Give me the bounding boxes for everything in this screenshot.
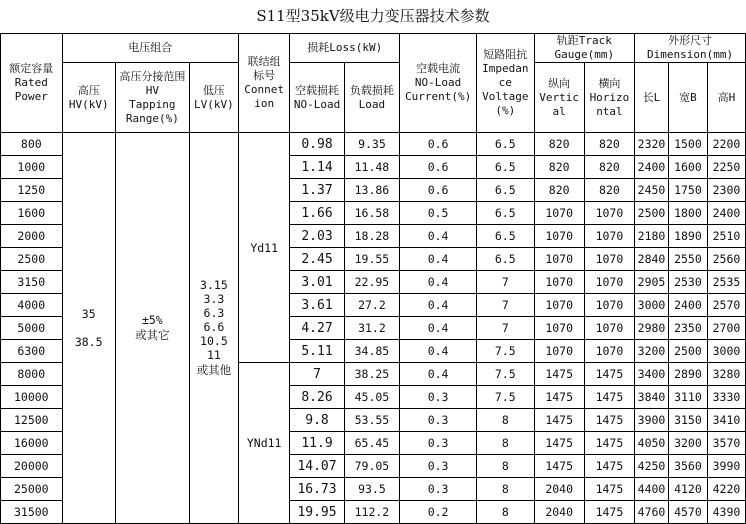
header-impedance: 短路阻抗 Impedan ce Voltage (%) bbox=[477, 34, 534, 133]
cell-length: 4050 bbox=[635, 432, 669, 455]
cell-width: 1750 bbox=[668, 179, 707, 202]
cell-gauge-vertical: 1070 bbox=[534, 271, 584, 294]
cell-rated-power: 12500 bbox=[1, 409, 63, 432]
cell-no-load-current: 0.3 bbox=[400, 455, 477, 478]
cell-gauge-vertical: 820 bbox=[534, 156, 584, 179]
cell-height: 2535 bbox=[707, 271, 745, 294]
cell-gauge-horizontal: 1475 bbox=[584, 363, 634, 386]
cell-impedance: 8 bbox=[477, 501, 534, 524]
cell-length: 2500 bbox=[635, 202, 669, 225]
cell-gauge-horizontal: 1070 bbox=[584, 202, 634, 225]
cell-no-load-loss: 3.61 bbox=[290, 294, 344, 317]
cell-height: 3570 bbox=[707, 432, 745, 455]
cell-length: 2400 bbox=[635, 156, 669, 179]
header-length: 长L bbox=[635, 63, 669, 133]
cell-no-load-loss: 2.45 bbox=[290, 248, 344, 271]
cell-load-loss: 18.28 bbox=[344, 225, 399, 248]
cell-rated-power: 25000 bbox=[1, 478, 63, 501]
cell-gauge-vertical: 820 bbox=[534, 179, 584, 202]
cell-no-load-current: 0.4 bbox=[400, 294, 477, 317]
cell-gauge-horizontal: 820 bbox=[584, 179, 634, 202]
cell-no-load-loss: 19.95 bbox=[290, 501, 344, 524]
cell-load-loss: 9.35 bbox=[344, 133, 399, 156]
header-hv: 高压 HV(kV) bbox=[62, 63, 115, 133]
cell-height: 2570 bbox=[707, 294, 745, 317]
cell-hv-values: 35 38.5 bbox=[62, 133, 115, 524]
cell-lv-values: 3.15 3.3 6.3 6.6 10.5 11 或其他 bbox=[189, 133, 238, 524]
cell-height: 3330 bbox=[707, 386, 745, 409]
cell-impedance: 6.5 bbox=[477, 248, 534, 271]
cell-impedance: 7.5 bbox=[477, 386, 534, 409]
cell-rated-power: 2000 bbox=[1, 225, 63, 248]
cell-width: 1500 bbox=[668, 133, 707, 156]
cell-width: 3110 bbox=[668, 386, 707, 409]
cell-rated-power: 6300 bbox=[1, 340, 63, 363]
cell-load-loss: 34.85 bbox=[344, 340, 399, 363]
cell-width: 4120 bbox=[668, 478, 707, 501]
header-height: 高H bbox=[707, 63, 745, 133]
cell-length: 2450 bbox=[635, 179, 669, 202]
cell-height: 2700 bbox=[707, 317, 745, 340]
cell-load-loss: 22.95 bbox=[344, 271, 399, 294]
cell-impedance: 7.5 bbox=[477, 363, 534, 386]
header-no-load-current: 空载电流 NO-Load Current(%) bbox=[400, 34, 477, 133]
table-title: S11型35kV级电力变压器技术参数 bbox=[256, 7, 490, 25]
cell-length: 3900 bbox=[635, 409, 669, 432]
cell-length: 2905 bbox=[635, 271, 669, 294]
cell-impedance: 6.5 bbox=[477, 156, 534, 179]
cell-gauge-vertical: 1475 bbox=[534, 386, 584, 409]
cell-gauge-vertical: 1475 bbox=[534, 432, 584, 455]
header-load-loss: 负载损耗 Load bbox=[344, 63, 399, 133]
header-dimension: 外形尺寸 Dimension(mm) bbox=[635, 34, 746, 63]
cell-gauge-horizontal: 1475 bbox=[584, 409, 634, 432]
cell-gauge-horizontal: 1070 bbox=[584, 271, 634, 294]
cell-load-loss: 53.55 bbox=[344, 409, 399, 432]
cell-gauge-vertical: 2040 bbox=[534, 501, 584, 524]
header-horizontal: 横向 Horizo ntal bbox=[584, 63, 634, 133]
cell-load-loss: 13.86 bbox=[344, 179, 399, 202]
cell-width: 1890 bbox=[668, 225, 707, 248]
cell-height: 2510 bbox=[707, 225, 745, 248]
cell-no-load-loss: 1.37 bbox=[290, 179, 344, 202]
cell-load-loss: 65.45 bbox=[344, 432, 399, 455]
cell-no-load-current: 0.3 bbox=[400, 386, 477, 409]
cell-no-load-loss: 7 bbox=[290, 363, 344, 386]
cell-gauge-horizontal: 1475 bbox=[584, 386, 634, 409]
cell-impedance: 8 bbox=[477, 478, 534, 501]
cell-impedance: 6.5 bbox=[477, 179, 534, 202]
cell-gauge-vertical: 1070 bbox=[534, 317, 584, 340]
cell-gauge-vertical: 1070 bbox=[534, 202, 584, 225]
cell-no-load-current: 0.2 bbox=[400, 501, 477, 524]
cell-rated-power: 20000 bbox=[1, 455, 63, 478]
header-gauge: 轨距Track Gauge(mm) bbox=[534, 34, 635, 63]
cell-no-load-current: 0.4 bbox=[400, 340, 477, 363]
cell-width: 4570 bbox=[668, 501, 707, 524]
header-lv: 低压 LV(kV) bbox=[189, 63, 238, 133]
cell-height: 3280 bbox=[707, 363, 745, 386]
cell-gauge-vertical: 2040 bbox=[534, 478, 584, 501]
cell-gauge-horizontal: 820 bbox=[584, 133, 634, 156]
cell-height: 2300 bbox=[707, 179, 745, 202]
cell-connection-yd11: Yd11 bbox=[239, 133, 290, 363]
header-width: 宽B bbox=[668, 63, 707, 133]
cell-width: 2350 bbox=[668, 317, 707, 340]
cell-rated-power: 800 bbox=[1, 133, 63, 156]
header-tapping: 高压分接范围HV Tapping Range(%) bbox=[115, 63, 189, 133]
cell-rated-power: 1000 bbox=[1, 156, 63, 179]
cell-no-load-current: 0.4 bbox=[400, 248, 477, 271]
cell-width: 2550 bbox=[668, 248, 707, 271]
cell-gauge-horizontal: 1070 bbox=[584, 248, 634, 271]
cell-height: 4220 bbox=[707, 478, 745, 501]
cell-no-load-current: 0.6 bbox=[400, 133, 477, 156]
cell-gauge-vertical: 1475 bbox=[534, 455, 584, 478]
cell-rated-power: 2500 bbox=[1, 248, 63, 271]
cell-width: 1800 bbox=[668, 202, 707, 225]
cell-no-load-loss: 1.14 bbox=[290, 156, 344, 179]
cell-load-loss: 16.58 bbox=[344, 202, 399, 225]
cell-no-load-loss: 3.01 bbox=[290, 271, 344, 294]
cell-no-load-loss: 1.66 bbox=[290, 202, 344, 225]
cell-load-loss: 19.55 bbox=[344, 248, 399, 271]
header-voltage-group: 电压组合 bbox=[62, 34, 238, 63]
cell-length: 3400 bbox=[635, 363, 669, 386]
cell-no-load-loss: 9.8 bbox=[290, 409, 344, 432]
cell-gauge-horizontal: 1475 bbox=[584, 432, 634, 455]
cell-rated-power: 8000 bbox=[1, 363, 63, 386]
cell-gauge-horizontal: 1475 bbox=[584, 478, 634, 501]
cell-load-loss: 45.05 bbox=[344, 386, 399, 409]
cell-height: 2400 bbox=[707, 202, 745, 225]
cell-gauge-horizontal: 1070 bbox=[584, 294, 634, 317]
cell-no-load-loss: 2.03 bbox=[290, 225, 344, 248]
cell-gauge-horizontal: 1070 bbox=[584, 225, 634, 248]
cell-width: 2500 bbox=[668, 340, 707, 363]
cell-gauge-horizontal: 1070 bbox=[584, 340, 634, 363]
cell-impedance: 6.5 bbox=[477, 225, 534, 248]
cell-load-loss: 79.05 bbox=[344, 455, 399, 478]
header-rated-power: 额定容量 Rated Power bbox=[1, 34, 63, 133]
cell-length: 2840 bbox=[635, 248, 669, 271]
cell-gauge-vertical: 1070 bbox=[534, 225, 584, 248]
cell-no-load-current: 0.3 bbox=[400, 478, 477, 501]
cell-no-load-current: 0.6 bbox=[400, 156, 477, 179]
cell-rated-power: 4000 bbox=[1, 294, 63, 317]
cell-connection-ynd11: YNd11 bbox=[239, 363, 290, 524]
cell-rated-power: 5000 bbox=[1, 317, 63, 340]
cell-width: 3150 bbox=[668, 409, 707, 432]
cell-length: 2980 bbox=[635, 317, 669, 340]
cell-length: 2180 bbox=[635, 225, 669, 248]
cell-no-load-current: 0.4 bbox=[400, 363, 477, 386]
cell-height: 2250 bbox=[707, 156, 745, 179]
cell-gauge-vertical: 1070 bbox=[534, 294, 584, 317]
cell-no-load-loss: 0.98 bbox=[290, 133, 344, 156]
cell-load-loss: 93.5 bbox=[344, 478, 399, 501]
cell-no-load-current: 0.4 bbox=[400, 271, 477, 294]
cell-gauge-horizontal: 820 bbox=[584, 156, 634, 179]
cell-length: 3840 bbox=[635, 386, 669, 409]
header-loss: 损耗Loss(kW) bbox=[290, 34, 400, 63]
header-no-load-loss: 空载损耗 NO-Load bbox=[290, 63, 344, 133]
cell-gauge-horizontal: 1070 bbox=[584, 317, 634, 340]
table-body bbox=[1, 133, 746, 524]
cell-no-load-current: 0.3 bbox=[400, 409, 477, 432]
cell-impedance: 7 bbox=[477, 294, 534, 317]
cell-length: 2320 bbox=[635, 133, 669, 156]
cell-no-load-current: 0.5 bbox=[400, 202, 477, 225]
cell-impedance: 8 bbox=[477, 432, 534, 455]
cell-no-load-loss: 4.27 bbox=[290, 317, 344, 340]
header-connection: 联结组 标号 Connet ion bbox=[239, 34, 290, 133]
cell-impedance: 8 bbox=[477, 409, 534, 432]
header-vertical: 纵向 Vertic al bbox=[534, 63, 584, 133]
cell-length: 4250 bbox=[635, 455, 669, 478]
cell-length: 4400 bbox=[635, 478, 669, 501]
cell-impedance: 7.5 bbox=[477, 340, 534, 363]
cell-rated-power: 3150 bbox=[1, 271, 63, 294]
table-row bbox=[1, 133, 746, 156]
cell-length: 4760 bbox=[635, 501, 669, 524]
cell-load-loss: 112.2 bbox=[344, 501, 399, 524]
cell-load-loss: 27.2 bbox=[344, 294, 399, 317]
cell-width: 1600 bbox=[668, 156, 707, 179]
cell-gauge-vertical: 1070 bbox=[534, 248, 584, 271]
cell-impedance: 6.5 bbox=[477, 202, 534, 225]
cell-rated-power: 16000 bbox=[1, 432, 63, 455]
cell-rated-power: 1250 bbox=[1, 179, 63, 202]
cell-gauge-vertical: 820 bbox=[534, 133, 584, 156]
cell-impedance: 7 bbox=[477, 271, 534, 294]
cell-no-load-loss: 14.07 bbox=[290, 455, 344, 478]
cell-no-load-current: 0.4 bbox=[400, 317, 477, 340]
cell-no-load-loss: 5.11 bbox=[290, 340, 344, 363]
cell-rated-power: 1600 bbox=[1, 202, 63, 225]
cell-width: 3200 bbox=[668, 432, 707, 455]
cell-no-load-current: 0.4 bbox=[400, 225, 477, 248]
cell-width: 2530 bbox=[668, 271, 707, 294]
cell-height: 3000 bbox=[707, 340, 745, 363]
cell-length: 3000 bbox=[635, 294, 669, 317]
cell-length: 3200 bbox=[635, 340, 669, 363]
cell-height: 2200 bbox=[707, 133, 745, 156]
cell-rated-power: 10000 bbox=[1, 386, 63, 409]
cell-width: 2400 bbox=[668, 294, 707, 317]
cell-rated-power: 31500 bbox=[1, 501, 63, 524]
cell-impedance: 6.5 bbox=[477, 133, 534, 156]
cell-no-load-current: 0.6 bbox=[400, 179, 477, 202]
cell-load-loss: 38.25 bbox=[344, 363, 399, 386]
cell-load-loss: 31.2 bbox=[344, 317, 399, 340]
cell-width: 2890 bbox=[668, 363, 707, 386]
cell-gauge-vertical: 1475 bbox=[534, 409, 584, 432]
cell-height: 3410 bbox=[707, 409, 745, 432]
cell-no-load-loss: 16.73 bbox=[290, 478, 344, 501]
cell-impedance: 8 bbox=[477, 455, 534, 478]
cell-width: 3560 bbox=[668, 455, 707, 478]
cell-gauge-vertical: 1070 bbox=[534, 340, 584, 363]
cell-load-loss: 11.48 bbox=[344, 156, 399, 179]
cell-height: 3990 bbox=[707, 455, 745, 478]
cell-gauge-vertical: 1475 bbox=[534, 363, 584, 386]
spec-table bbox=[0, 33, 746, 524]
cell-height: 4390 bbox=[707, 501, 745, 524]
cell-no-load-loss: 11.9 bbox=[290, 432, 344, 455]
cell-gauge-horizontal: 1475 bbox=[584, 501, 634, 524]
cell-gauge-horizontal: 1475 bbox=[584, 455, 634, 478]
cell-tapping-value: ±5% 或其它 bbox=[115, 133, 189, 524]
cell-no-load-loss: 8.26 bbox=[290, 386, 344, 409]
cell-no-load-current: 0.3 bbox=[400, 432, 477, 455]
cell-height: 2560 bbox=[707, 248, 745, 271]
cell-impedance: 7 bbox=[477, 317, 534, 340]
